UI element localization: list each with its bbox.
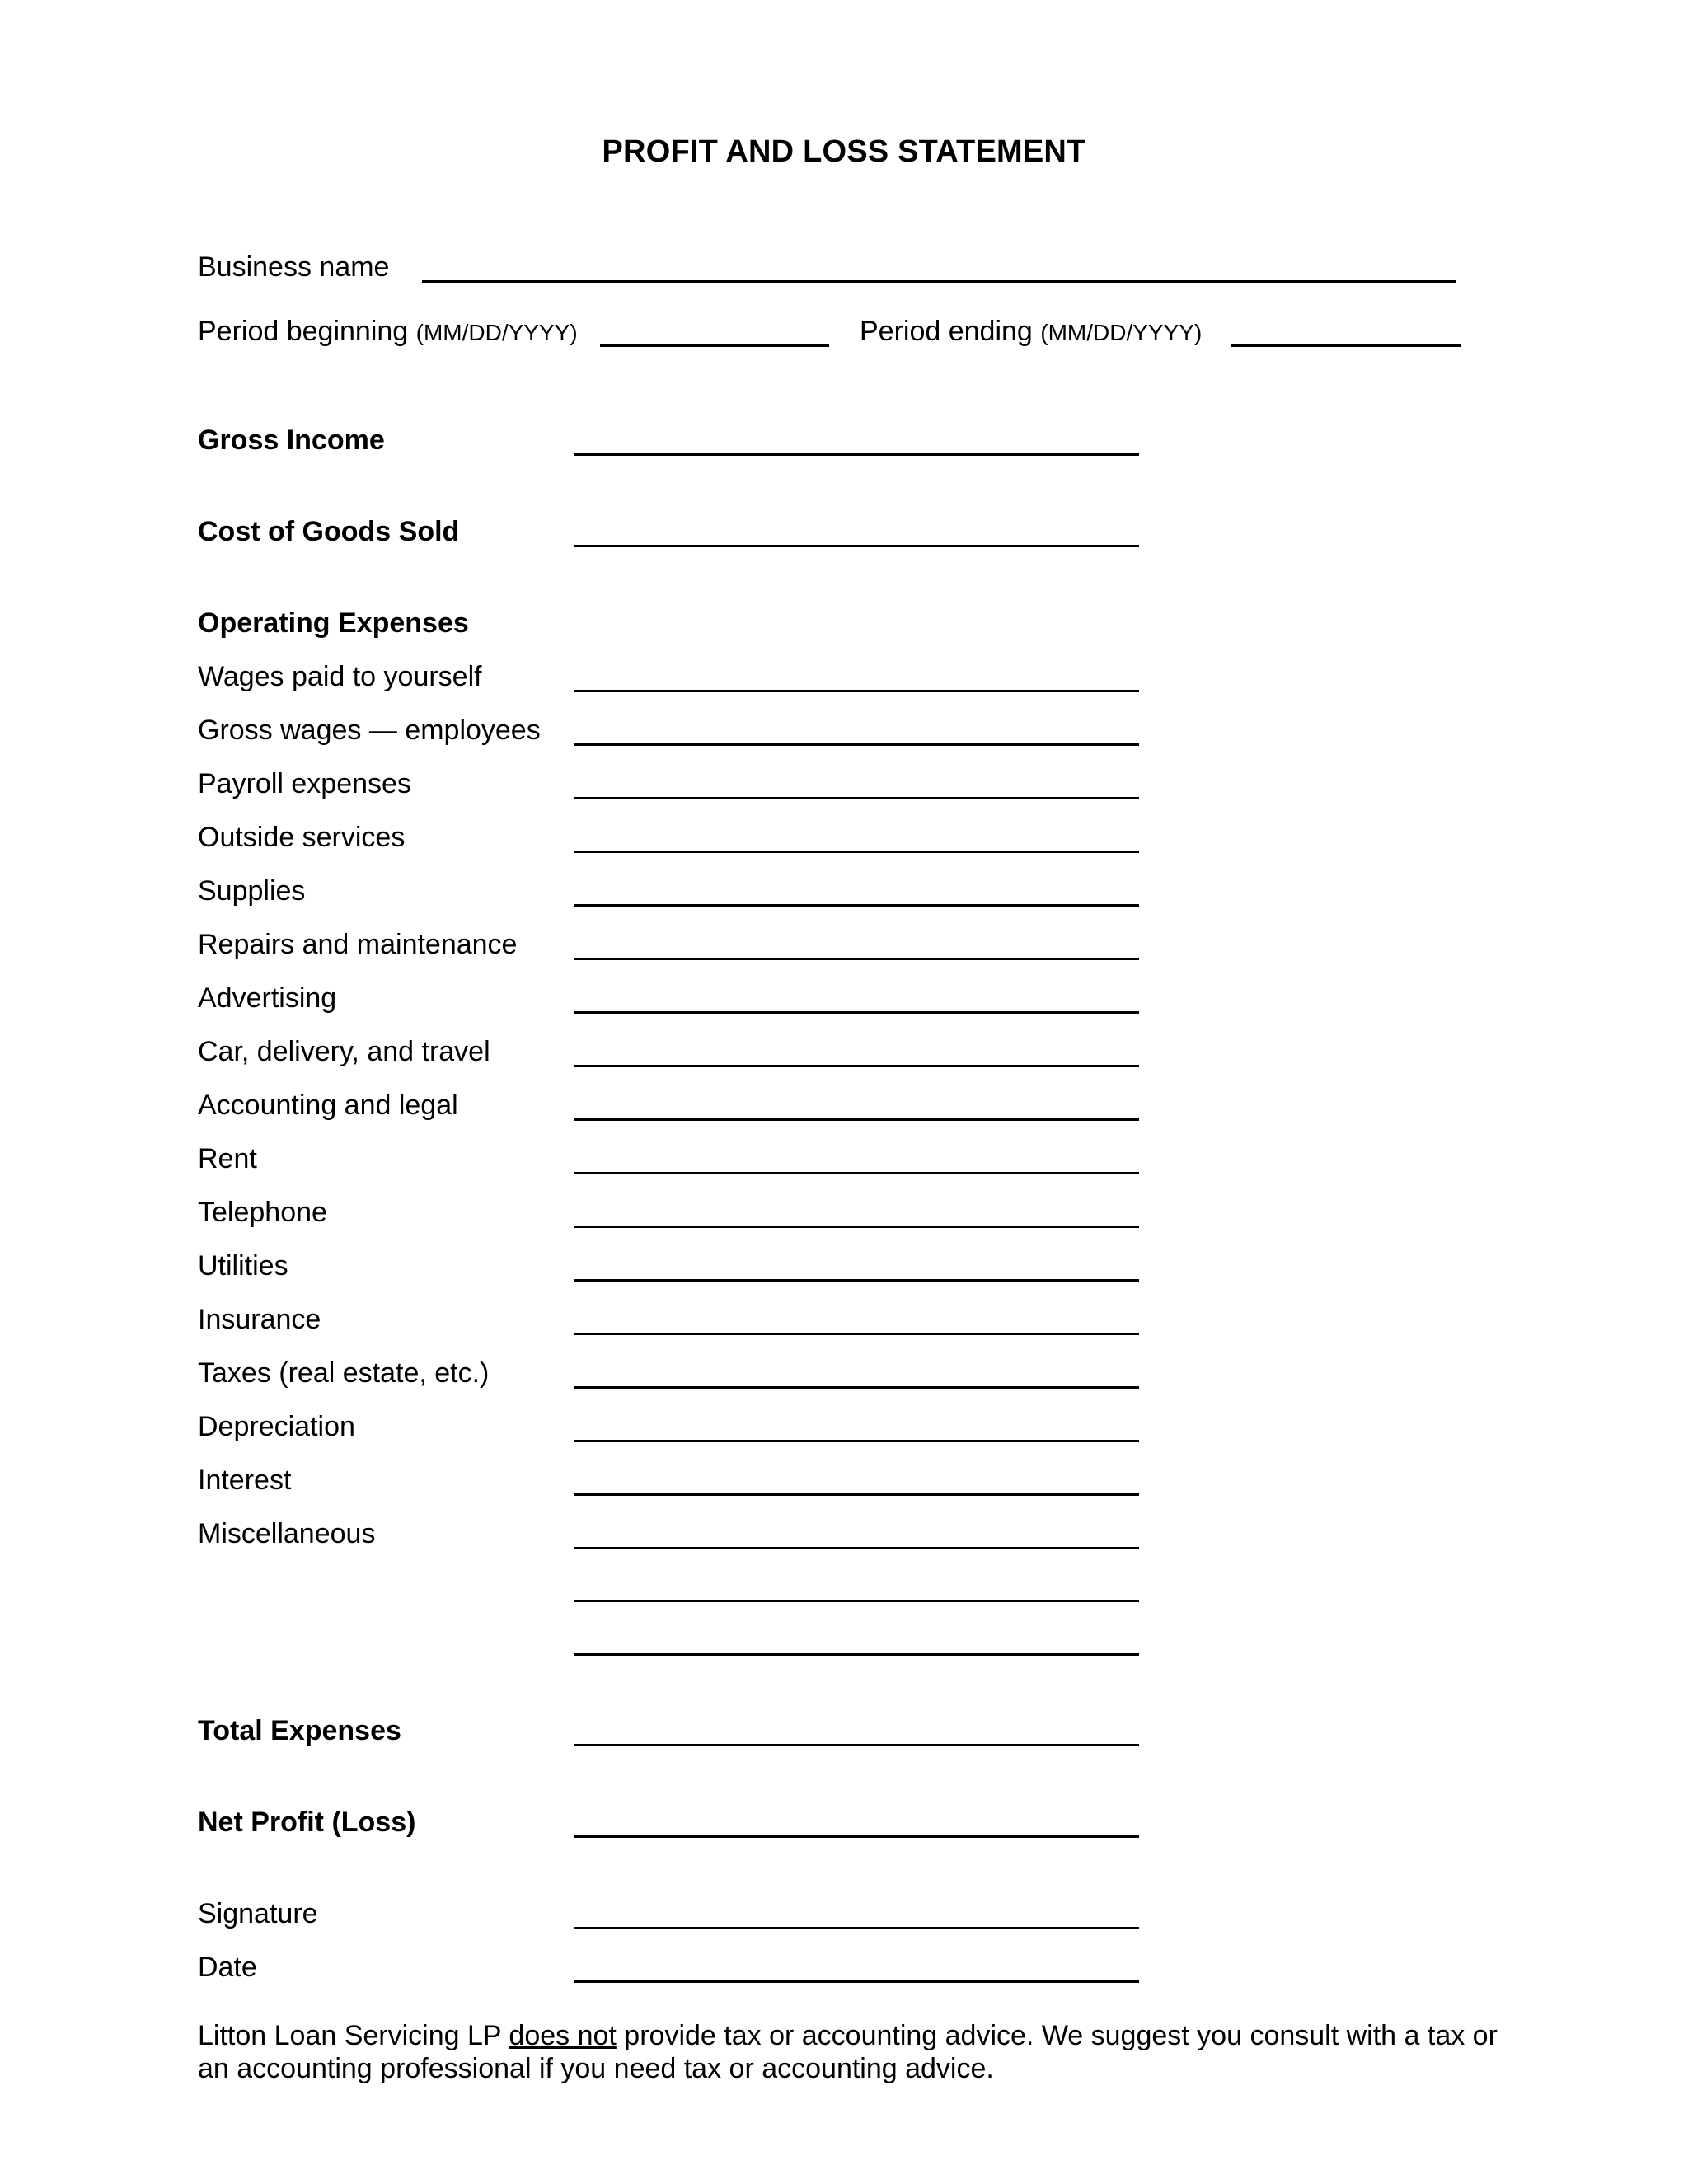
expense-label: Depreciation bbox=[198, 1411, 355, 1442]
period-ending-label: Period ending (MM/DD/YYYY) bbox=[860, 316, 1203, 347]
net-profit-label: Net Profit (Loss) bbox=[198, 1807, 416, 1838]
expense-label: Outside services bbox=[198, 822, 406, 853]
period-beginning-label: Period beginning (MM/DD/YYYY) bbox=[198, 316, 578, 347]
date-field[interactable] bbox=[574, 1950, 1139, 1983]
signature-field[interactable] bbox=[574, 1896, 1139, 1929]
expense-field[interactable] bbox=[574, 1195, 1139, 1228]
expense-field[interactable] bbox=[574, 1088, 1139, 1121]
total-expenses-field[interactable] bbox=[574, 1713, 1139, 1746]
expense-field[interactable] bbox=[574, 713, 1139, 746]
expense-field[interactable] bbox=[574, 1249, 1139, 1282]
business-name-field[interactable] bbox=[422, 250, 1456, 283]
expense-field[interactable] bbox=[574, 659, 1139, 692]
expense-field[interactable] bbox=[574, 981, 1139, 1014]
signature-label: Signature bbox=[198, 1898, 318, 1929]
date-label: Date bbox=[198, 1952, 257, 1983]
expense-field[interactable] bbox=[574, 1409, 1139, 1442]
expense-label: Accounting and legal bbox=[198, 1090, 458, 1121]
disclaimer-before: Litton Loan Servicing LP bbox=[198, 2020, 509, 2051]
business-name-label: Business name bbox=[198, 251, 390, 283]
expense-field[interactable] bbox=[574, 1034, 1139, 1067]
disclaimer-text bbox=[198, 2019, 1517, 2085]
cost-of-goods-sold-label: Cost of Goods Sold bbox=[198, 516, 460, 547]
expense-label: Rent bbox=[198, 1143, 257, 1174]
disclaimer-after: provide tax or accounting advice. We suggest you consult with a tax or an accounting professional if you need tax or accounting advice. bbox=[198, 2020, 1498, 2084]
operating-expenses-heading: Operating Expenses bbox=[198, 607, 469, 639]
expense-label: Miscellaneous bbox=[198, 1518, 376, 1549]
disclaimer-underlined: does not bbox=[509, 2020, 617, 2051]
expense-label: Utilities bbox=[198, 1250, 288, 1282]
gross-income-field[interactable] bbox=[574, 423, 1139, 456]
gross-income-label: Gross Income bbox=[198, 424, 385, 456]
extra-expense-field-2[interactable] bbox=[574, 1623, 1139, 1656]
expense-field[interactable] bbox=[574, 766, 1139, 799]
expense-label: Repairs and maintenance bbox=[198, 929, 518, 960]
expense-label: Taxes (real estate, etc.) bbox=[198, 1357, 490, 1389]
page-title: PROFIT AND LOSS STATEMENT bbox=[602, 134, 1086, 169]
expense-field[interactable] bbox=[574, 820, 1139, 853]
total-expenses-label: Total Expenses bbox=[198, 1715, 401, 1746]
cost-of-goods-sold-field[interactable] bbox=[574, 514, 1139, 547]
expense-label: Advertising bbox=[198, 982, 337, 1014]
expense-label: Car, delivery, and travel bbox=[198, 1036, 490, 1067]
expense-label: Gross wages — employees bbox=[198, 715, 541, 746]
period-beginning-format: (MM/DD/YYYY) bbox=[415, 320, 578, 345]
expense-label: Insurance bbox=[198, 1304, 321, 1335]
expense-label: Wages paid to yourself bbox=[198, 661, 482, 692]
period-ending-field[interactable] bbox=[1231, 314, 1461, 347]
expense-label: Interest bbox=[198, 1465, 292, 1496]
period-beginning-field[interactable] bbox=[600, 314, 829, 347]
period-ending-format: (MM/DD/YYYY) bbox=[1040, 320, 1203, 345]
expense-label: Telephone bbox=[198, 1197, 327, 1228]
net-profit-field[interactable] bbox=[574, 1805, 1139, 1838]
expense-field[interactable] bbox=[574, 927, 1139, 960]
extra-expense-field-1[interactable] bbox=[574, 1569, 1139, 1602]
expense-field[interactable] bbox=[574, 1141, 1139, 1174]
expense-field[interactable] bbox=[574, 1516, 1139, 1549]
expense-field[interactable] bbox=[574, 1463, 1139, 1496]
expense-label: Supplies bbox=[198, 875, 306, 907]
expense-label: Payroll expenses bbox=[198, 768, 411, 799]
expense-field[interactable] bbox=[574, 874, 1139, 907]
expense-field[interactable] bbox=[574, 1302, 1139, 1335]
expense-field[interactable] bbox=[574, 1356, 1139, 1389]
